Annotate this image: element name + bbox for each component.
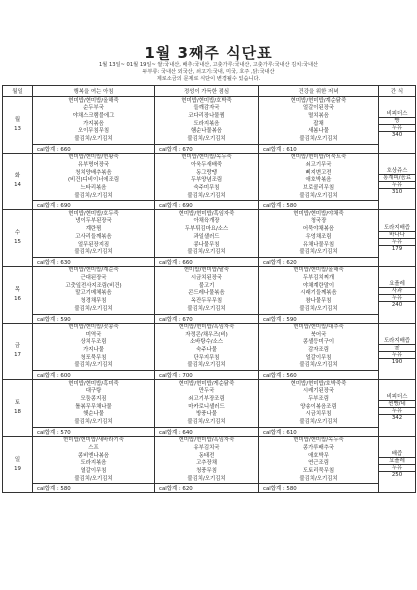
date-label: 14 bbox=[14, 182, 21, 189]
snack-calorie: 340 bbox=[391, 132, 403, 139]
dinner-cell bbox=[259, 436, 379, 484]
menu-item: 말고기메체볶음 bbox=[75, 290, 112, 297]
menu-item: 상치두조림 bbox=[80, 339, 107, 346]
menu-item: 유부명어장국 bbox=[77, 161, 110, 168]
lunch-cell bbox=[155, 380, 259, 428]
calorie-total: cal합계 : 620 bbox=[155, 484, 259, 493]
menu-item: 현미밥/현미밥/계순닭죽 bbox=[290, 97, 347, 104]
menu-item: 불김치/오기김치 bbox=[187, 419, 226, 426]
menu-item: 두부양념조림 bbox=[190, 177, 223, 184]
menu-item: 만두국 bbox=[198, 388, 215, 395]
menu-item: 현미밥/현미밥/올해죽 bbox=[293, 267, 344, 274]
snack-item: 배즙 bbox=[379, 451, 415, 458]
snack-item: 바나나 bbox=[379, 232, 415, 239]
snack-item: 요플레 bbox=[379, 458, 415, 465]
weekday-label: 금 bbox=[14, 343, 21, 350]
menu-item: 숙주나물 bbox=[196, 347, 217, 354]
page-title: 1월 3째주 식단표 bbox=[144, 44, 273, 62]
menu-item: 청국장 bbox=[310, 218, 327, 225]
menu-item: 불김치/오기김치 bbox=[187, 192, 226, 199]
calorie-total: cal합계 : 560 bbox=[259, 371, 379, 380]
menu-item: 콩가루배추국 bbox=[302, 444, 335, 451]
menu-item: 도라지볶음 bbox=[193, 120, 220, 127]
menu-item: 마카로니샐러드 bbox=[188, 403, 225, 410]
breakfast-cell bbox=[33, 210, 155, 258]
snack-item: 두유 bbox=[379, 125, 415, 132]
menu-item: 냉이두부된장국 bbox=[75, 218, 112, 225]
date-label: 17 bbox=[14, 352, 21, 359]
menu-item: 현미밥/현미밥/녹두죽 bbox=[293, 437, 344, 444]
calorie-total: cal합계 : 670 bbox=[155, 314, 259, 323]
day-row bbox=[3, 153, 416, 201]
menu-item: 북어국 bbox=[310, 331, 327, 338]
calorie-total: cal합계 : 590 bbox=[33, 314, 155, 323]
dinner-cell bbox=[259, 323, 379, 371]
snack-item: 사과 bbox=[379, 288, 415, 295]
dinner-cell bbox=[259, 97, 379, 145]
snack-item: 통계피/음료 bbox=[379, 175, 415, 182]
calorie-total: cal합계 : 670 bbox=[155, 144, 259, 153]
breakfast-cell bbox=[33, 436, 155, 484]
menu-item: 동태전 bbox=[198, 452, 215, 459]
menu-item: 불김치/오기김치 bbox=[187, 362, 226, 369]
menu-item: 잡채 bbox=[313, 120, 324, 127]
menu-item: 쇠고기부장조림 bbox=[188, 396, 225, 402]
menu-item: 불김치/오기김치 bbox=[74, 362, 113, 369]
day-cell bbox=[3, 266, 33, 323]
calorie-total: cal합계 : 690 bbox=[33, 201, 155, 210]
snack-item: 두유 bbox=[379, 352, 415, 359]
menu-item: 청경채무침 bbox=[80, 298, 107, 305]
day-row bbox=[3, 323, 416, 371]
day-row bbox=[3, 436, 416, 484]
menu-item: 삐지변고전 bbox=[305, 169, 332, 176]
menu-item: 현미밥/현미밥/흑미죽 bbox=[68, 380, 119, 387]
menu-item: 유채나물무침 bbox=[302, 241, 335, 248]
menu-item: 대구탕 bbox=[85, 388, 102, 395]
calorie-row bbox=[3, 427, 416, 436]
snack-item: 두유 bbox=[379, 465, 415, 472]
snack-calorie: 310 bbox=[391, 188, 403, 195]
menu-item: 불김치/오기김치 bbox=[74, 419, 113, 426]
menu-item: 단무지무침 bbox=[193, 354, 220, 361]
menu-item: 어묵야채볶음 bbox=[302, 226, 335, 233]
menu-item: 애호박볶음 bbox=[305, 177, 332, 184]
menu-item: 불김치/오기김치 bbox=[299, 305, 338, 312]
snack-item: 찐빵/네 bbox=[379, 401, 415, 408]
menu-item: 현미밥/현미밥/호두죽 bbox=[68, 210, 119, 217]
menu-item: 미역국 bbox=[85, 331, 102, 338]
menu-item: 계란찜 bbox=[85, 226, 102, 233]
day-row bbox=[3, 210, 416, 258]
menu-item: 현미밥/현미밥/현황죽 bbox=[68, 154, 119, 161]
breakfast-cell bbox=[33, 97, 155, 145]
calorie-total: cal합계 : 600 bbox=[33, 371, 155, 380]
menu-item: 근대된장국 bbox=[80, 275, 107, 282]
menu-item: 멸치볶음 bbox=[308, 112, 329, 119]
menu-item: 불김치/오기김치 bbox=[187, 305, 226, 312]
meal-table bbox=[2, 85, 416, 493]
weekday-label: 토 bbox=[14, 399, 21, 406]
menu-item: 가지볶음 bbox=[83, 120, 104, 127]
calorie-total: cal합계 : 590 bbox=[259, 314, 379, 323]
snack-item: 비피더스 bbox=[379, 111, 415, 118]
menu-item: 불김치/오기김치 bbox=[299, 192, 338, 199]
weekday-label: 화 bbox=[14, 173, 21, 180]
breakfast-cell bbox=[33, 266, 155, 314]
menu-item: 불김치/오기김치 bbox=[299, 419, 338, 426]
date-label: 18 bbox=[14, 408, 21, 415]
menu-item: 햇순나물 bbox=[83, 411, 104, 418]
calorie-row bbox=[3, 201, 416, 210]
header-snack: 간 식 bbox=[379, 86, 416, 97]
dinner-cell bbox=[259, 210, 379, 258]
menu-item: 두부김치찌개 bbox=[302, 275, 335, 282]
menu-item: 과일샐러드 bbox=[193, 233, 220, 240]
menu-item: 현미밥/현미밥/계순죽 bbox=[68, 267, 119, 274]
menu-item: 불김치/오기김치 bbox=[187, 249, 226, 256]
menu-item: 유부김치국 bbox=[193, 444, 220, 451]
menu-item: 자정콘/채우즈(비) bbox=[185, 331, 228, 338]
menu-item: 불김치/오기김치 bbox=[299, 475, 338, 482]
menu-item: 열갈이무침 bbox=[80, 468, 107, 474]
snack-item: 요플레 bbox=[379, 281, 415, 288]
snack-item: 두유 bbox=[379, 182, 415, 189]
menu-item: 햄순나물볶음 bbox=[190, 128, 223, 135]
menu-item: 옥잔두무무침 bbox=[190, 298, 223, 305]
day-cell bbox=[3, 210, 33, 267]
change-notice: 제로소금의 문제로 식단이 변경될수 있습니다. bbox=[156, 76, 261, 82]
lunch-cell bbox=[155, 266, 259, 314]
snack-cell bbox=[379, 436, 416, 493]
menu-item: 모둠콩지짐 bbox=[80, 396, 107, 402]
snack-item: 빵 bbox=[379, 118, 415, 125]
calorie-total: cal합계 : 580 bbox=[33, 484, 155, 493]
menu-item: 우엉채조림 bbox=[305, 233, 332, 240]
weekday-label: 월 bbox=[14, 116, 21, 123]
menu-item: 참나물무침 bbox=[305, 298, 332, 305]
menu-item: 얼갈이된장국 bbox=[302, 105, 335, 112]
menu-item: 톨볶무무채나물 bbox=[75, 403, 112, 410]
menu-item: 스프 bbox=[88, 444, 99, 451]
header-breakfast: 행복을 여는 아침 bbox=[33, 86, 155, 97]
calorie-total: cal합계 : 620 bbox=[259, 257, 379, 266]
origin-note: 두부류: 국내산 외국산, 쇠고기:국내, 미국, 호주 ,닭:국내산 bbox=[142, 69, 275, 75]
snack-calorie: 250 bbox=[391, 472, 403, 479]
header-lunch: 정성이 가득한 점심 bbox=[155, 86, 259, 97]
breakfast-cell bbox=[33, 380, 155, 428]
calorie-total: cal합계 : 610 bbox=[259, 427, 379, 436]
menu-item: 현미밥/현미밥/올해죽 bbox=[68, 97, 119, 104]
day-row bbox=[3, 266, 416, 314]
menu-item: 불김치/오기김치 bbox=[187, 135, 226, 142]
menu-item: 쇠고기무국 bbox=[305, 161, 332, 168]
menu-item: 고추장채 bbox=[196, 460, 217, 467]
menu-item: 불김치/오기김치 bbox=[74, 192, 113, 199]
menu-item: 불김치/오기김치 bbox=[299, 135, 338, 142]
menu-item: 들깨감자국 bbox=[193, 105, 220, 112]
day-row bbox=[3, 380, 416, 428]
weekday-label: 목 bbox=[14, 286, 21, 293]
calorie-row bbox=[3, 144, 416, 153]
snack-cell bbox=[379, 153, 416, 210]
dinner-cell bbox=[259, 153, 379, 201]
menu-item: 숙주미무침 bbox=[193, 184, 220, 191]
menu-item: 야채계란말이 bbox=[302, 282, 335, 289]
snack-calorie: 342 bbox=[391, 415, 403, 422]
menu-item: 방풍나물 bbox=[196, 411, 217, 418]
menu-item: 고춧잎전사지조림(비건) bbox=[65, 282, 122, 289]
calorie-total: cal합계 : 660 bbox=[33, 144, 155, 153]
menu-item: 콩나물무침 bbox=[193, 241, 220, 248]
menu-item: 불김치/오기김치 bbox=[74, 135, 113, 142]
menu-item: 코다리장나물찜 bbox=[188, 112, 225, 119]
menu-item: 야채스크램블에그 bbox=[72, 112, 115, 119]
menu-item: 얼갈이무침 bbox=[305, 354, 332, 361]
menu-item: 불김치/오기김치 bbox=[74, 305, 113, 312]
menu-item: 시금치무침 bbox=[305, 411, 332, 418]
breakfast-cell bbox=[33, 323, 155, 371]
menu-item: 고사리들깨볶음 bbox=[75, 233, 112, 240]
lunch-cell bbox=[155, 153, 259, 201]
weekday-label: 일 bbox=[14, 456, 21, 463]
menu-item: 시래기들께볶음 bbox=[300, 290, 337, 297]
menu-item: 청풍무침 bbox=[196, 468, 217, 474]
menu-item: 현미밥/현미밥/호박죽 bbox=[181, 97, 232, 104]
snack-cell bbox=[379, 210, 416, 267]
menu-item: 오이무침무침 bbox=[77, 128, 110, 135]
day-cell bbox=[3, 323, 33, 380]
calorie-total: cal합계 : 690 bbox=[155, 201, 259, 210]
breakfast-cell bbox=[33, 153, 155, 201]
table-header-row bbox=[3, 86, 416, 97]
snack-cell bbox=[379, 97, 416, 154]
menu-item: 청치양배추볶음 bbox=[75, 169, 112, 176]
snack-calorie: 179 bbox=[391, 245, 403, 252]
menu-item: 순두부국 bbox=[83, 105, 104, 112]
menu-item: 두부조림 bbox=[308, 396, 329, 402]
date-label: 13 bbox=[14, 125, 21, 132]
calorie-total: cal합계 : 610 bbox=[259, 144, 379, 153]
day-cell bbox=[3, 436, 33, 493]
menu-item: 현미밥/현미밥/호박죽죽 bbox=[290, 380, 347, 387]
calorie-total: cal합계 : 570 bbox=[33, 427, 155, 436]
snack-item: 두유 bbox=[379, 295, 415, 302]
calorie-row bbox=[3, 371, 416, 380]
snack-item: 두유 bbox=[379, 408, 415, 415]
origin-note: 1월 13일~ 01월 19일~ 쌀:국내산, 배추:국내산, 고춧가루:국내산, 고춧가루:국내산 김치:국내산 bbox=[98, 62, 319, 68]
lunch-cell bbox=[155, 323, 259, 371]
day-cell bbox=[3, 153, 33, 210]
menu-item: 감자조림 bbox=[308, 347, 329, 354]
snack-item: 비피더스 bbox=[379, 394, 415, 401]
menu-item: 현미밥/현미밥/녹두죽 bbox=[181, 154, 232, 161]
menu-item: 현미밥/현미밥/흑임자죽 bbox=[178, 437, 235, 444]
date-label: 16 bbox=[14, 295, 21, 302]
day-cell bbox=[3, 380, 33, 437]
menu-item: 아욱두새배죽 bbox=[190, 161, 223, 168]
menu-item: 현미밥/현미밥/팥죽 bbox=[183, 267, 230, 274]
menu-item: 얼무된장지짐 bbox=[77, 241, 110, 248]
day-row bbox=[3, 97, 416, 145]
menu-item: 콘드레나물볶음 bbox=[188, 290, 225, 297]
menu-item: 현미밥/현미밥/대추죽 bbox=[293, 324, 344, 330]
snack-item: 귤 bbox=[379, 345, 415, 352]
calorie-total: cal합계 : 660 bbox=[155, 257, 259, 266]
menu-item: 불김치/오기김치 bbox=[187, 475, 226, 482]
header-dinner: 건강을 위한 저녁 bbox=[259, 86, 379, 97]
menu-item: 콩샐등미구이 bbox=[302, 339, 335, 346]
menu-item: 불김치/오기김치 bbox=[74, 249, 113, 256]
calorie-total: cal합계 : 580 bbox=[259, 201, 379, 210]
lunch-cell bbox=[155, 97, 259, 145]
menu-item: 시금치된장국 bbox=[190, 275, 223, 282]
menu-item: 현미밥/현미밥/흑임자죽 bbox=[178, 210, 235, 217]
calorie-total: cal합계 : 580 bbox=[259, 484, 379, 493]
menu-item: 불고기 bbox=[198, 282, 215, 289]
snack-cell bbox=[379, 323, 416, 380]
date-label: 19 bbox=[14, 465, 21, 472]
menu-item: 현미밥/현미밥/게순닭죽 bbox=[178, 380, 235, 387]
menu-item: 느타리볶음 bbox=[80, 184, 107, 191]
table-body bbox=[3, 97, 416, 493]
menu-item: 청포묵무침 bbox=[80, 354, 107, 361]
dinner-cell bbox=[259, 380, 379, 428]
menu-item: 연근조림 bbox=[308, 460, 329, 467]
calorie-total: cal합계 : 700 bbox=[155, 371, 259, 380]
lunch-cell bbox=[155, 210, 259, 258]
menu-item: 새봄나물 bbox=[308, 128, 329, 135]
snack-item: 도라지배즙 bbox=[379, 338, 415, 345]
date-label: 15 bbox=[14, 239, 21, 246]
menu-item: 양송이볶음조림 bbox=[300, 403, 337, 410]
menu-item: 애호박무 bbox=[308, 452, 329, 459]
day-cell bbox=[3, 97, 33, 154]
snack-item: 도라지배즙 bbox=[379, 225, 415, 232]
snack-item: 두유 bbox=[379, 239, 415, 246]
snack-cell bbox=[379, 266, 416, 323]
menu-item: 현미밥/현미밥/잣콩죽 bbox=[68, 324, 119, 330]
calorie-row bbox=[3, 484, 416, 493]
snack-calorie: 190 bbox=[391, 358, 403, 365]
menu-item: 아채육개장 bbox=[193, 218, 220, 225]
menu-item: 두부튀김마요/소스 bbox=[184, 226, 229, 233]
menu-item: 현미밥/현미밥/야채죽 bbox=[293, 210, 344, 217]
menu-item: 가지나물 bbox=[83, 347, 104, 354]
weekday-label: 수 bbox=[14, 230, 21, 237]
menu-item: 도라지볶음 bbox=[80, 460, 107, 467]
calorie-total: cal합계 : 640 bbox=[155, 427, 259, 436]
menu-item: 현미밥/현미밥/어묵트죽 bbox=[290, 154, 347, 161]
menu-item: 불김치/오기김치 bbox=[74, 475, 113, 482]
calorie-total: cal합계 : 630 bbox=[33, 257, 155, 266]
menu-item: 소바탕수/소스 bbox=[189, 339, 224, 346]
snack-cell bbox=[379, 380, 416, 437]
menu-item: 시레기된장국 bbox=[302, 388, 335, 395]
calorie-row bbox=[3, 314, 416, 323]
menu-item: 브로콜리무침 bbox=[302, 184, 335, 191]
header-date: 월일 bbox=[3, 86, 33, 97]
menu-item: 도토리묵무침 bbox=[302, 468, 335, 474]
menu-item: 현미밥/현미밥/새바라기죽 bbox=[63, 437, 124, 444]
menu-item: 콩비엔나볶음 bbox=[77, 452, 110, 459]
menu-item: (비건)디비이너에조림 bbox=[67, 177, 120, 184]
dinner-cell bbox=[259, 266, 379, 314]
menu-item: 동그랑땡 bbox=[196, 169, 217, 176]
menu-item: 현미밥/현미밥/흑임자죽 bbox=[178, 324, 235, 330]
snack-calorie: 240 bbox=[391, 302, 403, 309]
snack-item: 호상쥬스 bbox=[379, 168, 415, 175]
lunch-cell bbox=[155, 436, 259, 484]
menu-item: 불김치/오기김치 bbox=[299, 249, 338, 256]
menu-item: 불김치/오기김치 bbox=[299, 362, 338, 369]
calorie-row bbox=[3, 257, 416, 266]
